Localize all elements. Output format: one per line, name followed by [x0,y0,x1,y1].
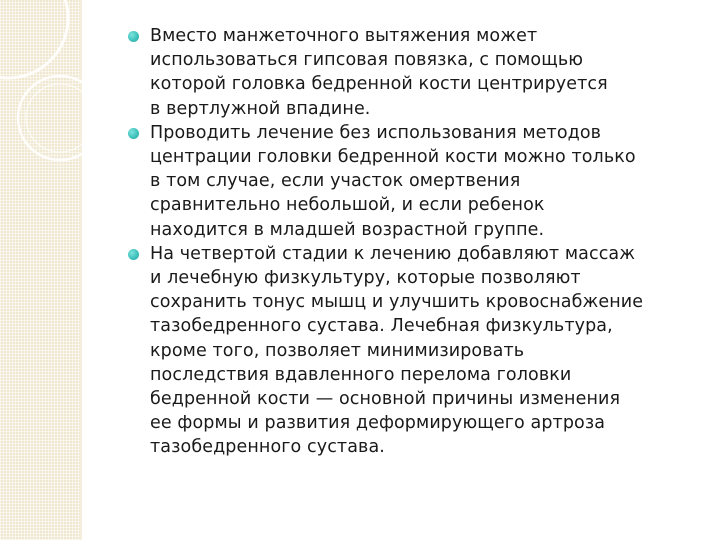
bullet-dot-icon [128,31,139,42]
bullet-line: тазобедренного сустава. [150,437,385,458]
bullet-line: и лечебную физкультуру, которые позволяют [150,268,581,289]
bullet-line: тазобедренного сустава. Лечебная физкультура, [150,316,613,337]
bullet-line: Проводить лечение без использования методов [150,122,602,143]
bullet-line: в вертлужной впадине. [150,98,371,119]
bullet-item [128,24,694,121]
bullet-line: бедренной кости — основной причины изменения [150,389,621,410]
bullet-list [128,24,694,460]
bullet-dot-icon [128,128,139,139]
bullet-line: сравнительно небольшой, и если ребенок [150,195,545,216]
bullet-line: Вместо манжеточного вытяжения может [150,26,538,46]
slide-content [128,24,694,460]
bullet-line: находится в младшей возрастной группе. [150,219,545,240]
bullet-line: использоваться гипсовая повязка, с помощью [150,50,584,71]
bullet-line: кроме того, позволяет минимизировать [150,340,525,361]
bullet-line: центрации головки бедренной кости можно только [150,147,636,168]
bullet-item [128,242,694,460]
bullet-line: которой головка бедренной кости центрируется [150,74,608,95]
bullet-line: в том случае, если участок омертвения [150,171,521,192]
decorative-circles-icon [0,0,140,220]
bullet-line: ее формы и развития деформирующего артроза [150,413,606,434]
bullet-item [128,121,694,242]
bullet-line: На четвертой стадии к лечению добавляют массаж [150,243,636,264]
bullet-line: последствия вдавленного перелома головки [150,364,572,385]
bullet-line: сохранить тонус мышц и улучшить кровоснабжение [150,292,644,313]
bullet-dot-icon [128,249,139,260]
